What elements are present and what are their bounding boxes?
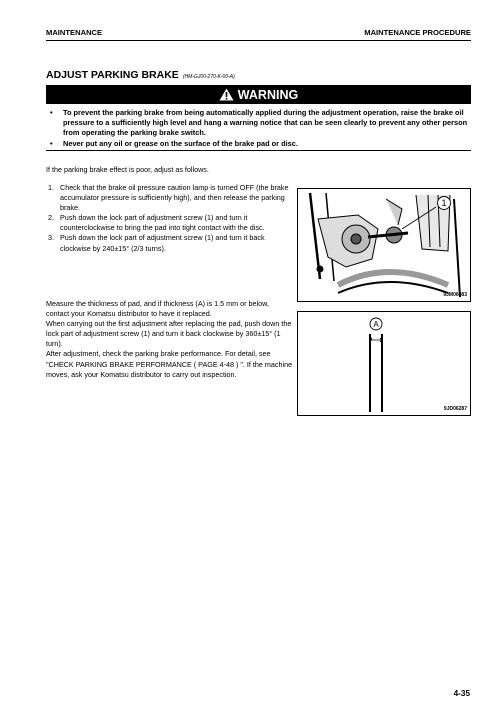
header-left: MAINTENANCE [46,28,103,37]
figure-callout: 1 [441,198,447,209]
step-item: 3. Push down the lock part of adjustment screw (1) and turn it back clockwise by 240±15° (2/3 turns). [48,233,265,253]
steps-list [48,183,294,254]
figure-id: 9JD06287 [443,406,467,412]
divider [46,150,471,151]
warning-item: • To prevent the parking brake from being automatically applied during the adjustment operation, raise the brake oil pressure to a sufficiently high level and hang a warning notice that can be seen clearly to prevent any other person from operating the parking brake switch. [50,108,468,138]
warning-triangle-icon [219,88,234,101]
step-item: 2. Push down the lock part of adjustment screw (1) and turn it counterclockwise to bring the pad into tight contact with the disc. [48,213,265,233]
step-item: 1. Check that the brake oil pressure caution lamp is turned OFF (the brake accumulator pressure is sufficiently high), and then release the parking brake. [48,183,289,213]
warning-banner [46,85,471,104]
pad-illustration [298,312,470,415]
brake-illustration [298,189,470,301]
intro-text: If the parking brake effect is poor, adjust as follows. [46,165,209,174]
warning-label: WARNING [237,87,299,102]
section-code: (HM-GJ00-270-K-00-A) [182,74,235,80]
header-right: MAINTENANCE PROCEDURE [364,28,471,37]
page-number: 4-35 [453,689,470,698]
section-title [46,69,235,81]
figure-callout: A [373,320,379,329]
running-header [46,26,471,41]
brake-figure [297,188,471,302]
pad-thickness-figure [297,311,471,416]
warning-list [46,108,471,149]
warning-item: • Never put any oil or grease on the surface of the brake pad or disc. [50,138,298,148]
figure-id: 9JM06083 [443,292,467,298]
measure-paragraph: Measure the thickness of pad, and if thickness (A) is 1.5 mm or below, contact your Komatsu distributor to have it replaced. When carrying out the first adjustment after replacing the pad, push down the lock part of adjustment screw (1) and turn it back clockwise by 360±15° (1 turn). After adjustment, check the parking brake performance. For detail, see "CHECK PARKING BRAKE PERFORMANCE ( PAGE 4-48 ) ". If the machine moves, ask your Komatsu distributor to carry out inspection. [46,299,293,379]
section-title-text: ADJUST PARKING BRAKE [46,69,179,81]
